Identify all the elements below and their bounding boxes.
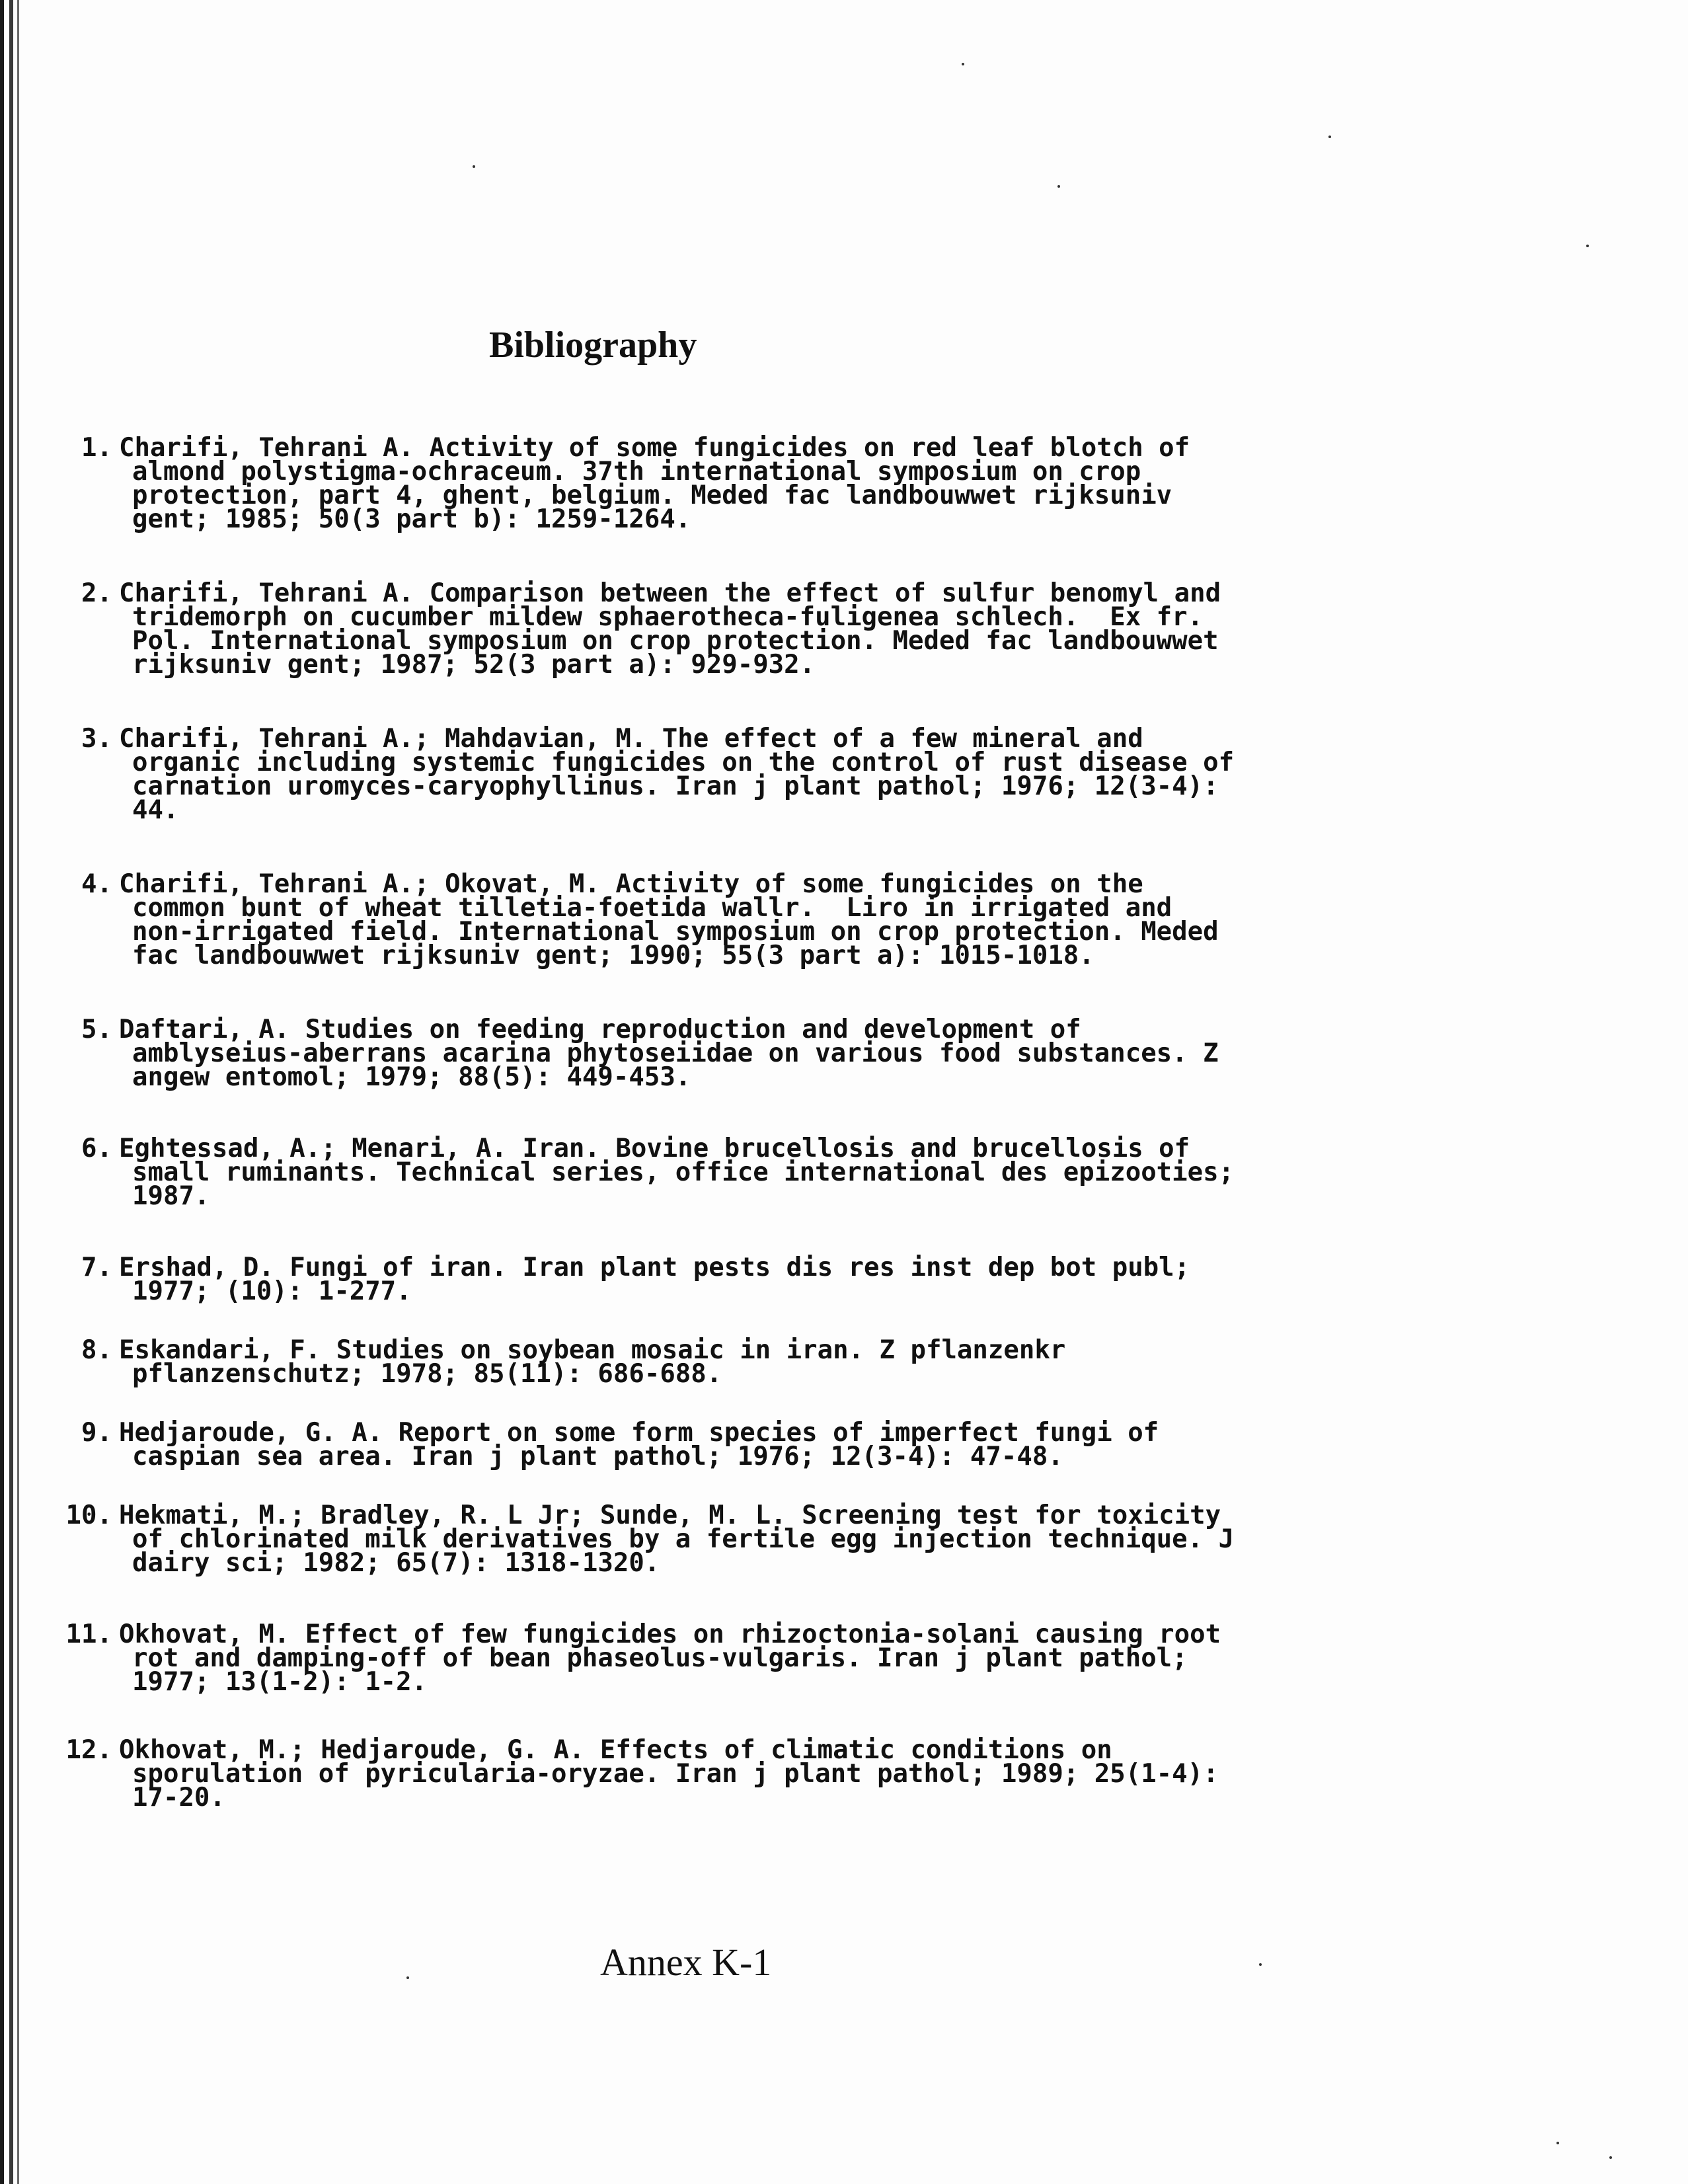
scan-speck <box>1057 185 1060 188</box>
scan-speck <box>1556 2142 1559 2144</box>
bibliography-entry <box>59 1134 1335 1211</box>
page-footer: Annex K-1 <box>600 1941 772 1984</box>
entry-text-line: common bunt of wheat tilletia-foetida wallr. Liro in irrigated and <box>132 893 1172 923</box>
bibliography-entry <box>59 724 1335 825</box>
entry-number: 4. <box>81 869 112 899</box>
entry-text-line: rot and damping-off of bean phaseolus-vulgaris. Iran j plant pathol; <box>132 1643 1188 1673</box>
entry-text-line: sporulation of pyricularia-oryzae. Iran j plant pathol; 1989; 25(1-4): <box>132 1759 1219 1789</box>
entry-text-line: Charifi, Tehrani A.; Okovat, M. Activity of some fungicides on the <box>119 869 1143 899</box>
bibliography-entry <box>59 1619 1335 1697</box>
entry-text-line: fac landbouwwet rijksuniv gent; 1990; 55(3 part a): 1015-1018. <box>132 941 1094 970</box>
bibliography-entry <box>59 433 1335 534</box>
entry-text-line: Pol. International symposium on crop protection. Meded fac landbouwwet <box>132 626 1219 656</box>
entry-text-line: 1987. <box>132 1181 210 1211</box>
entry-number: 1. <box>81 433 112 463</box>
entry-number: 6. <box>81 1134 112 1163</box>
entry-number: 12. <box>65 1735 112 1765</box>
entry-number: 10. <box>65 1501 112 1530</box>
entry-text-line: angew entomol; 1979; 88(5): 449-453. <box>132 1062 691 1092</box>
entry-text-line: Hekmati, M.; Bradley, R. L Jr; Sunde, M. L. Screening test for toxicity <box>119 1501 1221 1530</box>
entry-text-line: Charifi, Tehrani A. Comparison between the effect of sulfur benomyl and <box>119 578 1221 608</box>
scan-speck <box>1609 2156 1612 2159</box>
page-binding-edge <box>0 0 26 2184</box>
entry-text-line: Hedjaroude, G. A. Report on some form species of imperfect fungi of <box>119 1418 1159 1448</box>
entry-number: 5. <box>81 1015 112 1044</box>
bibliography-entry <box>59 1015 1335 1092</box>
entry-text-line: Charifi, Tehrani A.; Mahdavian, M. The effect of a few mineral and <box>119 724 1143 754</box>
entry-text-line: non-irrigated field. International symposium on crop protection. Meded <box>132 917 1219 947</box>
entry-text-line: Charifi, Tehrani A. Activity of some fungicides on red leaf blotch of <box>119 433 1190 463</box>
entry-text-line: Okhovat, M.; Hedjaroude, G. A. Effects of climatic conditions on <box>119 1735 1112 1765</box>
entry-number: 9. <box>81 1418 112 1448</box>
entry-text-line: organic including systemic fungicides on the control of rust disease of <box>132 748 1235 777</box>
entry-text-line: tridemorph on cucumber mildew sphaerotheca-fuligenea schlech. Ex fr. <box>132 602 1204 632</box>
scan-speck <box>1586 245 1589 247</box>
entry-number: 3. <box>81 724 112 754</box>
bibliography-entry <box>59 1253 1335 1306</box>
entry-text-line: amblyseius-aberrans acarina phytoseiidae on various food substances. Z <box>132 1038 1219 1068</box>
entry-text-line: protection, part 4, ghent, belgium. Meded fac landbouwwet rijksuniv <box>132 481 1172 510</box>
entry-text-line: caspian sea area. Iran j plant pathol; 1976; 12(3-4): 47-48. <box>132 1442 1063 1471</box>
scan-speck <box>406 1976 409 1979</box>
bibliography-entry <box>59 1501 1335 1578</box>
entry-text-line: small ruminants. Technical series, office international des epizooties; <box>132 1157 1235 1187</box>
entry-text-line: rijksuniv gent; 1987; 52(3 part a): 929-932. <box>132 650 816 680</box>
scan-speck <box>473 165 475 168</box>
entry-text-line: carnation uromyces-caryophyllinus. Iran j plant pathol; 1976; 12(3-4): <box>132 771 1219 801</box>
bibliography-entry <box>59 1418 1335 1471</box>
entry-text-line: dairy sci; 1982; 65(7): 1318-1320. <box>132 1548 660 1578</box>
entry-text-line: 1977; 13(1-2): 1-2. <box>132 1667 428 1697</box>
entry-text-line: Eskandari, F. Studies on soybean mosaic in iran. Z pflanzenkr <box>119 1335 1066 1365</box>
entry-text-line: Eghtessad, A.; Menari, A. Iran. Bovine brucellosis and brucellosis of <box>119 1134 1190 1163</box>
entry-number: 8. <box>81 1335 112 1365</box>
entry-text-line: pflanzenschutz; 1978; 85(11): 686-688. <box>132 1359 722 1389</box>
bibliography-entry <box>59 578 1335 680</box>
scan-speck <box>962 63 964 65</box>
bibliography-entry <box>59 1335 1335 1389</box>
entry-text-line: 1977; (10): 1-277. <box>132 1276 412 1306</box>
scan-speck <box>1259 1963 1262 1966</box>
entry-text-line: 44. <box>132 795 179 825</box>
entry-text-line: almond polystigma-ochraceum. 37th international symposium on crop <box>132 457 1141 487</box>
scan-speck <box>1328 136 1331 138</box>
entry-text-line: Daftari, A. Studies on feeding reproduction and development of <box>119 1015 1081 1044</box>
bibliography-entry <box>59 869 1335 970</box>
entry-text-line: 17-20. <box>132 1783 225 1813</box>
entry-number: 11. <box>65 1619 112 1649</box>
entry-text-line: Ershad, D. Fungi of iran. Iran plant pests dis res inst dep bot publ; <box>119 1253 1190 1282</box>
entry-text-line: Okhovat, M. Effect of few fungicides on rhizoctonia-solani causing root <box>119 1619 1221 1649</box>
entry-number: 2. <box>81 578 112 608</box>
entry-number: 7. <box>81 1253 112 1282</box>
bibliography-entry <box>59 1735 1335 1813</box>
entry-text-line: gent; 1985; 50(3 part b): 1259-1264. <box>132 504 691 534</box>
page-title: Bibliography <box>489 325 697 366</box>
entry-text-line: of chlorinated milk derivatives by a fertile egg injection technique. J <box>132 1524 1235 1554</box>
